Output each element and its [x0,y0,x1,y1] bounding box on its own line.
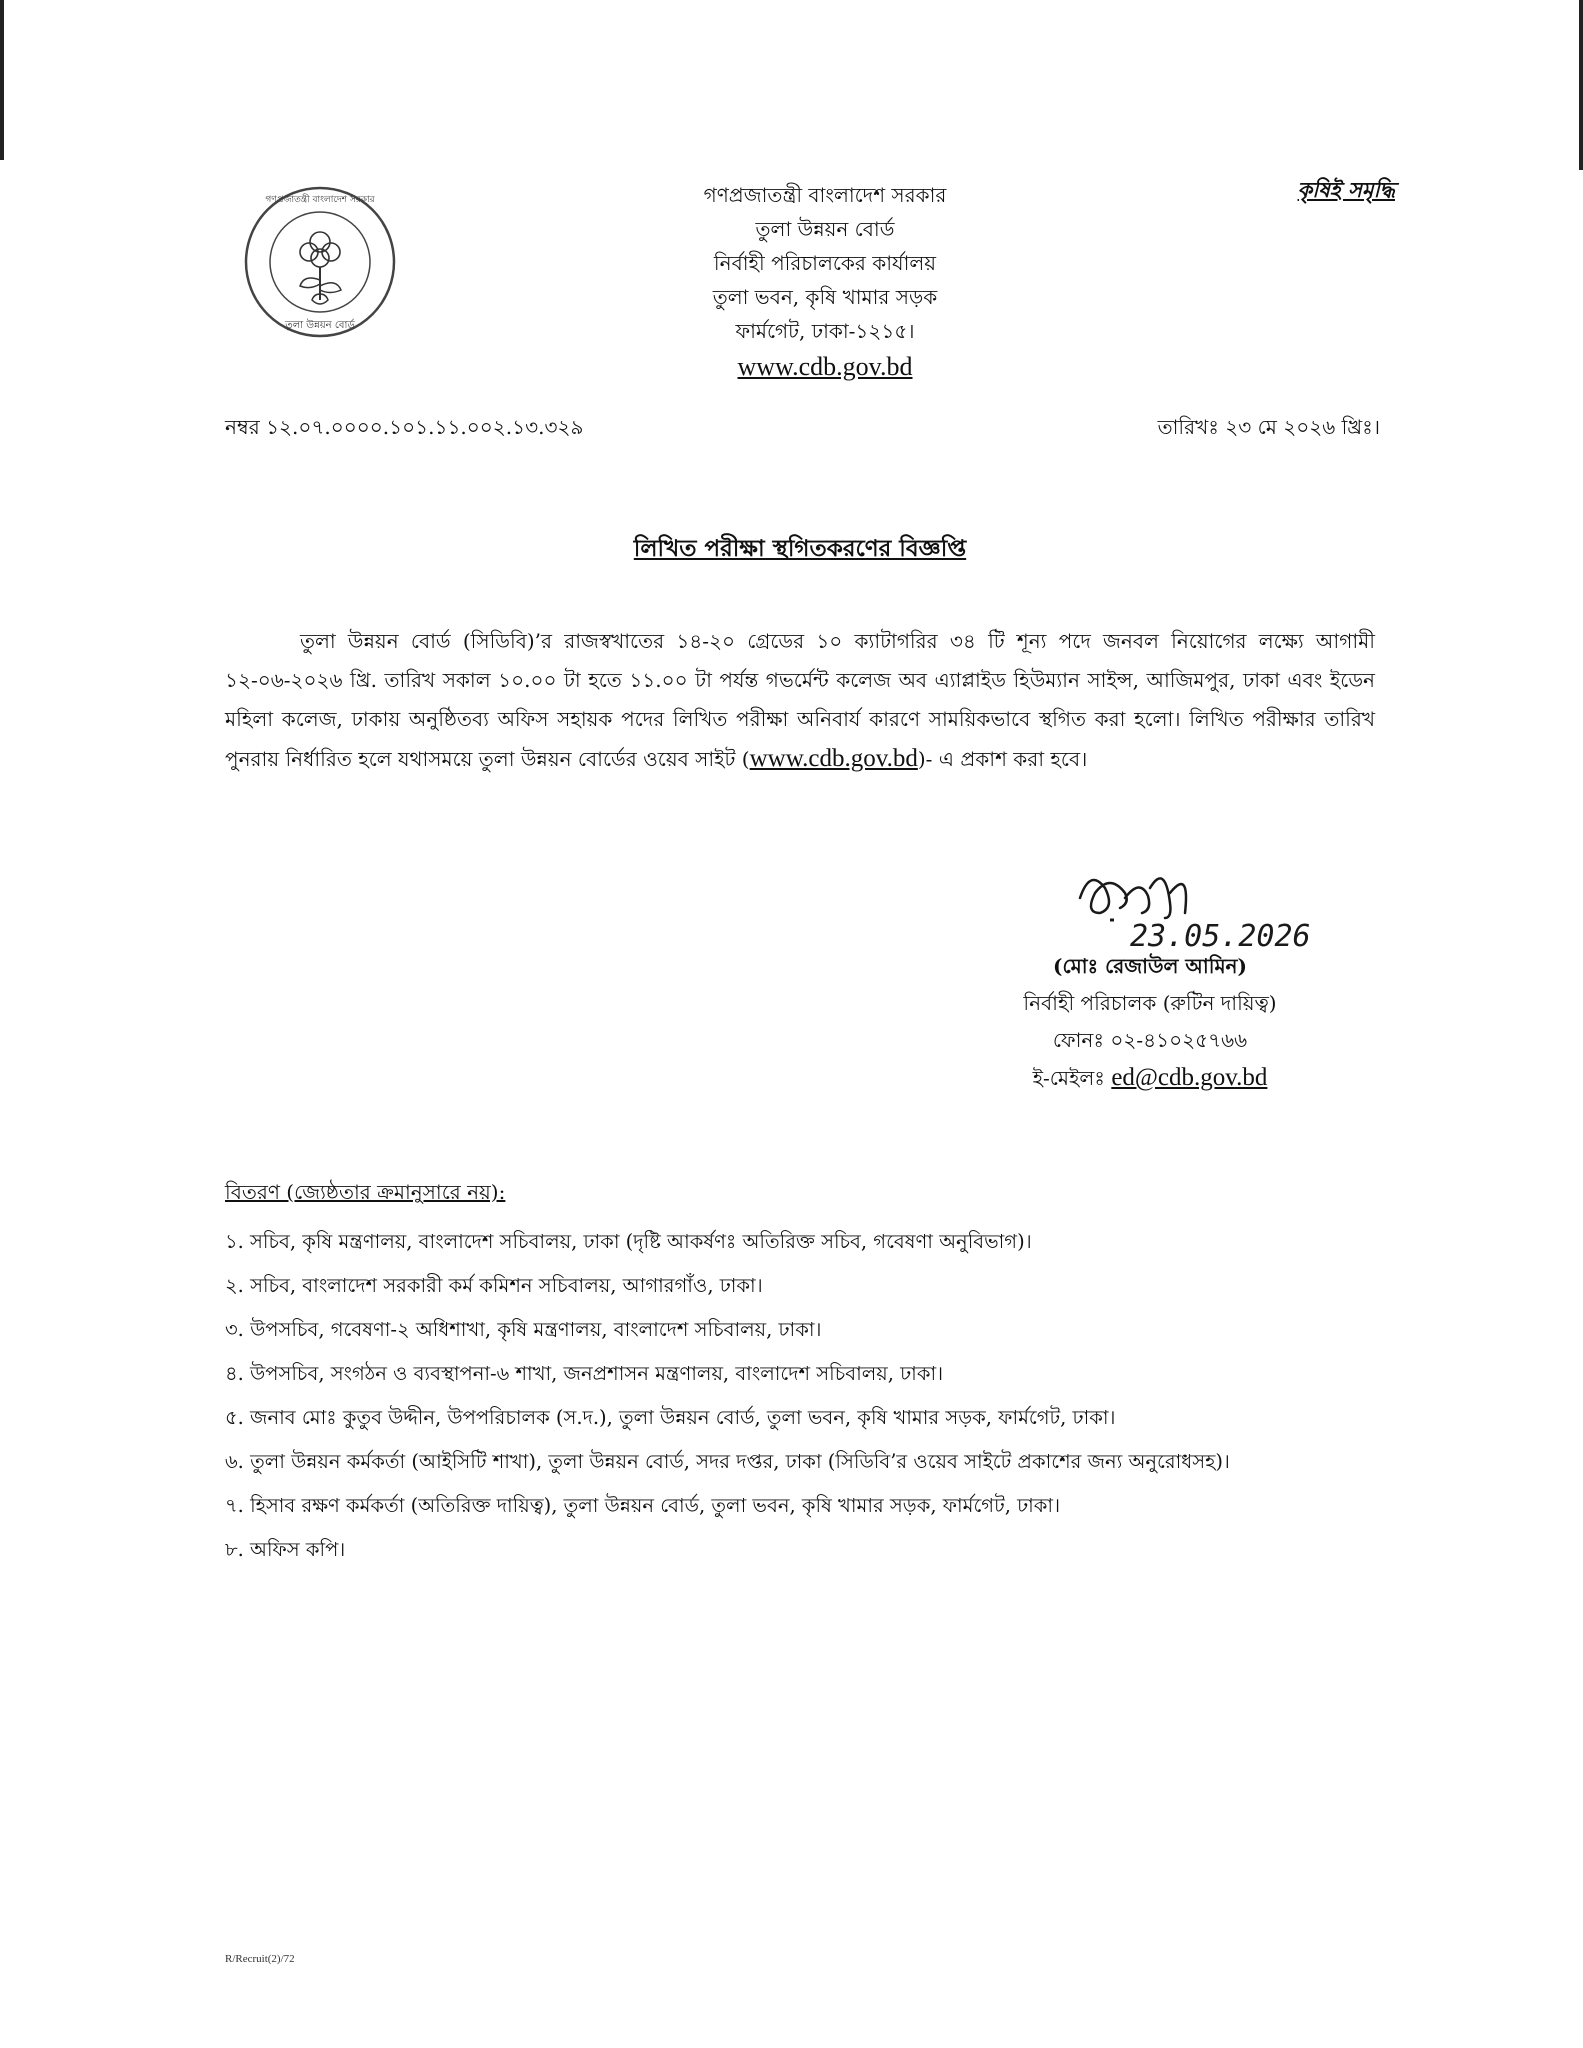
signatory-email-row [950,1059,1350,1097]
letterhead-organization: তুলা উন্নয়ন বোর্ড [755,217,895,241]
distribution-list [225,1220,1405,1572]
notice-body-closing: )- এ প্রকাশ করা হবে। [917,747,1088,771]
memo-date: তারিখঃ ২৩ মে ২০২৬ খ্রিঃ। [1157,415,1380,439]
signatory-designation: নির্বাহী পরিচালক (রুটিন দায়িত্ব) [1023,991,1277,1015]
distribution-item: ১. সচিব, কৃষি মন্ত্রণালয়, বাংলাদেশ সচিবালয়, ঢাকা (দৃষ্টি আকর্ষণঃ অতিরিক্ত সচিব, গবেষণা অনুবিভাগ)। [225,1230,1032,1253]
signature-handwritten-date: 23.05.2026 [1130,919,1311,954]
signatory-block [950,948,1350,1097]
memo-number: নম্বর ১২.০৭.০০০০.১০১.১১.০০২.১৩.৩২৯ [225,415,584,439]
slogan: কৃষিই সমৃদ্ধি [1297,177,1395,202]
distribution-item: ৬. তুলা উন্নয়ন কর্মকর্তা (আইসিটি শাখা), তুলা উন্নয়ন বোর্ড, সদর দপ্তর, ঢাকা (সিডিবি’র ওয়েব সাইটে প্রকাশের জন্য অনুরোধসহ)। [225,1450,1230,1473]
notice-body-text: তুলা উন্নয়ন বোর্ড (সিডিবি)’র রাজস্বখাতের ১৪-২০ গ্রেডের ১০ ক্যাটাগরির ৩৪ টি শূন্য পদে জনবল নিয়োগের লক্ষ্যে আগামী ১২-০৬-২০২৬ খ্রি. তারিখ সকাল ১০.০০ টা হতে ১১.০০ টা পর্যন্ত গভর্মেন্ট কলেজ অব এ্যাপ্লাইড হিউম্যান সাইন্স, আজিমপুর, ঢাকা এবং ইডেন মহিলা কলেজ, ঢাকায় অনুষ্ঠিতব্য অফিস সহায়ক পদের লিখিত পরীক্ষা অনিবার্য কারণে সাময়িকভাবে স্থগিত করা হলো। লিখিত পরীক্ষার তারিখ পুনরায় নির্ধারিত হলে যথাসময়ে তুলা উন্নয়ন বোর্ডের ওয়েব সাইট [225,629,1375,771]
signatory-name: (মোঃ রেজাউল আমিন) [1053,954,1247,978]
signatory-phone: ফোনঃ ০২-৪১০২৫৭৬৬ [1052,1028,1248,1052]
notice-subject: লিখিত পরীক্ষা স্থগিতকরণের বিজ্ঞপ্তি [633,535,967,562]
distribution-item: ৪. উপসচিব, সংগঠন ও ব্যবস্থাপনা-৬ শাখা, জনপ্রশাসন মন্ত্রণালয়, বাংলাদেশ সচিবালয়, ঢাকা। [225,1362,944,1385]
notice-body [225,622,1375,779]
letterhead-government: গণপ্রজাতন্ত্রী বাংলাদেশ সরকার [703,183,947,207]
letterhead-address-line2: ফার্মগেট, ঢাকা-১২১৫। [735,319,915,343]
website-link[interactable]: www.cdb.gov.bd [749,745,918,772]
distribution-item: ২. সচিব, বাংলাদেশ সরকারী কর্ম কমিশন সচিবালয়, আগারগাঁও, ঢাকা। [225,1274,763,1297]
distribution-title: বিতরণ (জ্যেষ্ঠতার ক্রমানুসারে নয়): [225,1180,506,1204]
seal-inner-text: তুলা উন্নয়ন বোর্ড [285,320,355,331]
board-seal-logo [240,182,400,342]
signatory-email-link[interactable]: ed@cdb.gov.bd [1111,1064,1268,1091]
scan-edge-mark [1579,0,1583,170]
seal-outer-text: গণপ্রজাতন্ত্রী বাংলাদেশ সরকার [265,195,375,205]
distribution-item: ৭. হিসাব রক্ষণ কর্মকর্তা (অতিরিক্ত দায়িত্ব), তুলা উন্নয়ন বোর্ড, তুলা ভবন, কৃষি খামার সড়ক, ফার্মগেট, ঢাকা। [225,1494,1061,1517]
scan-edge-mark [0,0,4,160]
distribution-item: ৩. উপসচিব, গবেষণা-২ অধিশাখা, কৃষি মন্ত্রণালয়, বাংলাদেশ সচিবালয়, ঢাকা। [225,1318,822,1341]
distribution-item: ৫. জনাব মোঃ কুতুব উদ্দীন, উপপরিচালক (স.দ.), তুলা উন্নয়ন বোর্ড, তুলা ভবন, কৃষি খামার সড়ক, ফার্মগেট, ঢাকা। [225,1406,1116,1429]
letterhead-address-line1: তুলা ভবন, কৃষি খামার সড়ক [712,285,938,309]
footer-reference-code: R/Recruit(2)/72 [225,1953,295,1965]
letterhead-website-link[interactable]: www.cdb.gov.bd [737,352,913,381]
letterhead [600,178,1050,384]
notice-body-link-open: ( [741,747,750,771]
letterhead-office: নির্বাহী পরিচালকের কার্যালয় [713,251,937,275]
handwritten-signature [1070,858,1410,958]
distribution-item: ৮. অফিস কপি। [225,1538,346,1561]
signatory-email-label: ই-মেইলঃ [1032,1066,1105,1090]
